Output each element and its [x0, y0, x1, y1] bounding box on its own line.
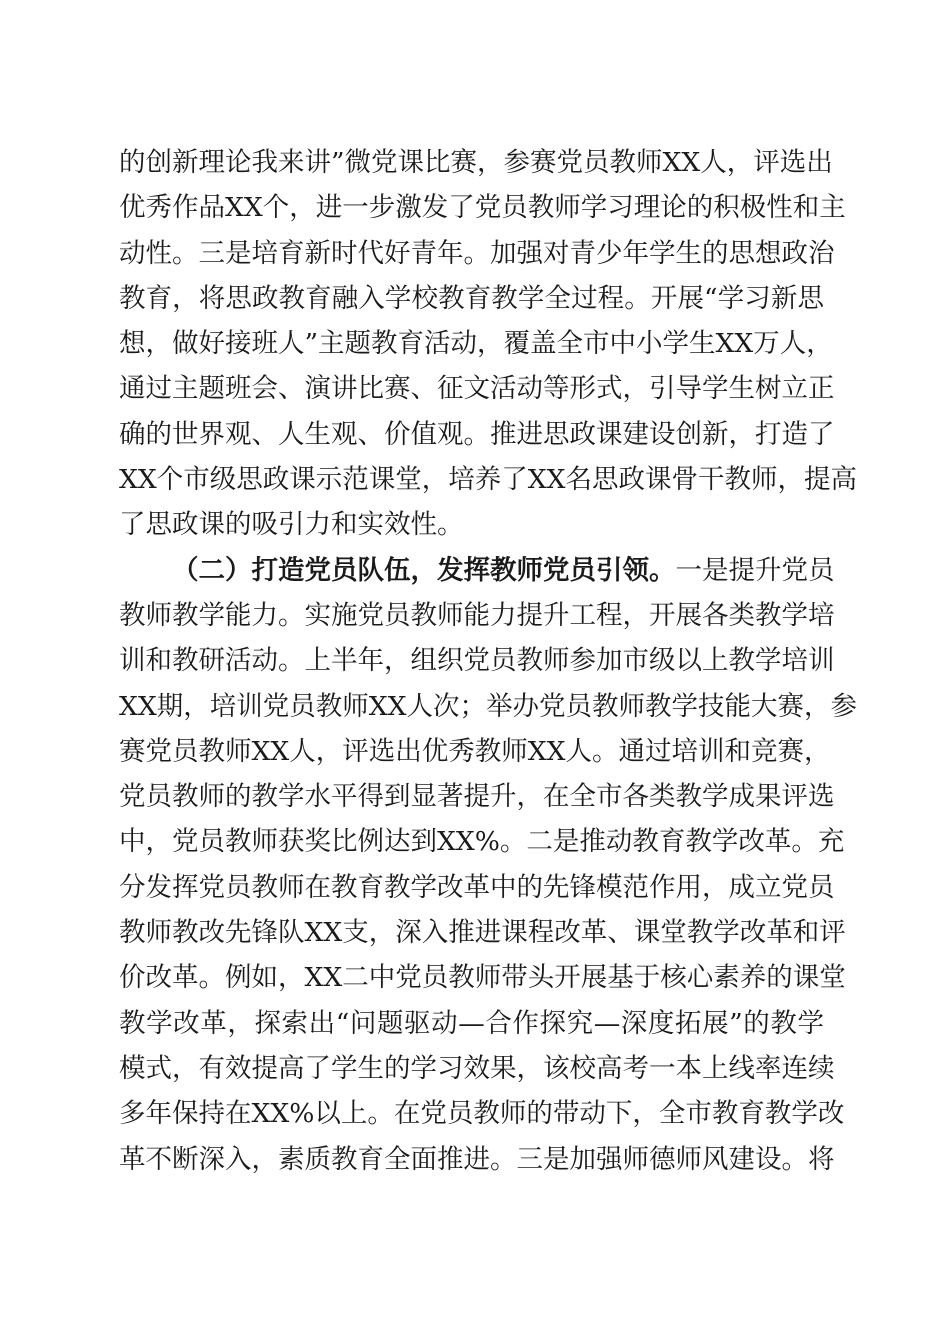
text-line: XX期，培训党员教师XX人次；举办党员教师教学技能大赛，参	[119, 690, 857, 722]
text-line: 中，党员教师获奖比例达到XX%。二是推动教育教学改革。充	[119, 826, 845, 858]
text-line: 动性。三是培育新时代好青年。加强对青少年学生的思想政治	[119, 237, 835, 269]
section-heading-line	[119, 548, 835, 593]
text-line: 多年保持在XX%以上。在党员教师的带动下，全市教育教学改	[119, 1098, 845, 1130]
text-line: 想，做好接班人”主题教育活动，覆盖全市中小学生XX万人，	[119, 328, 833, 360]
text-line: XX个市级思政课示范课堂，培养了XX名思政课骨干教师，提高	[119, 464, 857, 496]
text-line: 党员教师的教学水平得到显著提升，在全市各类教学成果评选	[119, 781, 835, 813]
text-line: 革不断深入，素质教育全面推进。三是加强师德师风建设。将	[119, 1143, 835, 1175]
text-line: 教师教学能力。实施党员教师能力提升工程，开展各类教学培	[119, 599, 835, 631]
text-line: 赛党员教师XX人，评选出优秀教师XX人。通过培训和竞赛，	[119, 735, 831, 767]
text-line: 分发挥党员教师在教育教学改革中的先锋模范作用，成立党员	[119, 871, 835, 903]
text-line: 确的世界观、人生观、价值观。推进思政课建设创新，打造了	[119, 418, 835, 450]
section-heading: （二）打造党员队伍，发挥教师党员引领。	[172, 554, 676, 586]
text-line: 教学改革，探索出“问题驱动—合作探究—深度拓展”的教学	[119, 1007, 824, 1039]
text-line: 训和教研活动。上半年，组织党员教师参加市级以上教学培训	[119, 645, 835, 677]
text-line: 教师教改先锋队XX支，深入推进课程改革、课堂教学改革和评	[119, 917, 846, 949]
text-line: 通过主题班会、演讲比赛、征文活动等形式，引导学生树立正	[119, 373, 835, 405]
text-line: 模式，有效提高了学生的学习效果，该校高考一本上线率连续	[119, 1052, 835, 1084]
text-run: 一是提升党员	[675, 554, 835, 586]
text-line: 了思政课的吸引力和实效性。	[119, 509, 464, 541]
text-line: 教育，将思政教育融入学校教育教学全过程。开展“学习新思	[119, 282, 824, 314]
text-line: 价改革。例如，XX二中党员教师带头开展基于核心素养的课堂	[119, 962, 846, 994]
text-line: 的创新理论我来讲”微党课比赛，参赛党员教师XX人，评选出	[119, 147, 833, 178]
document-body	[119, 140, 857, 1182]
text-line: 优秀作品XX个，进一步激发了党员教师学习理论的积极性和主	[119, 192, 846, 224]
